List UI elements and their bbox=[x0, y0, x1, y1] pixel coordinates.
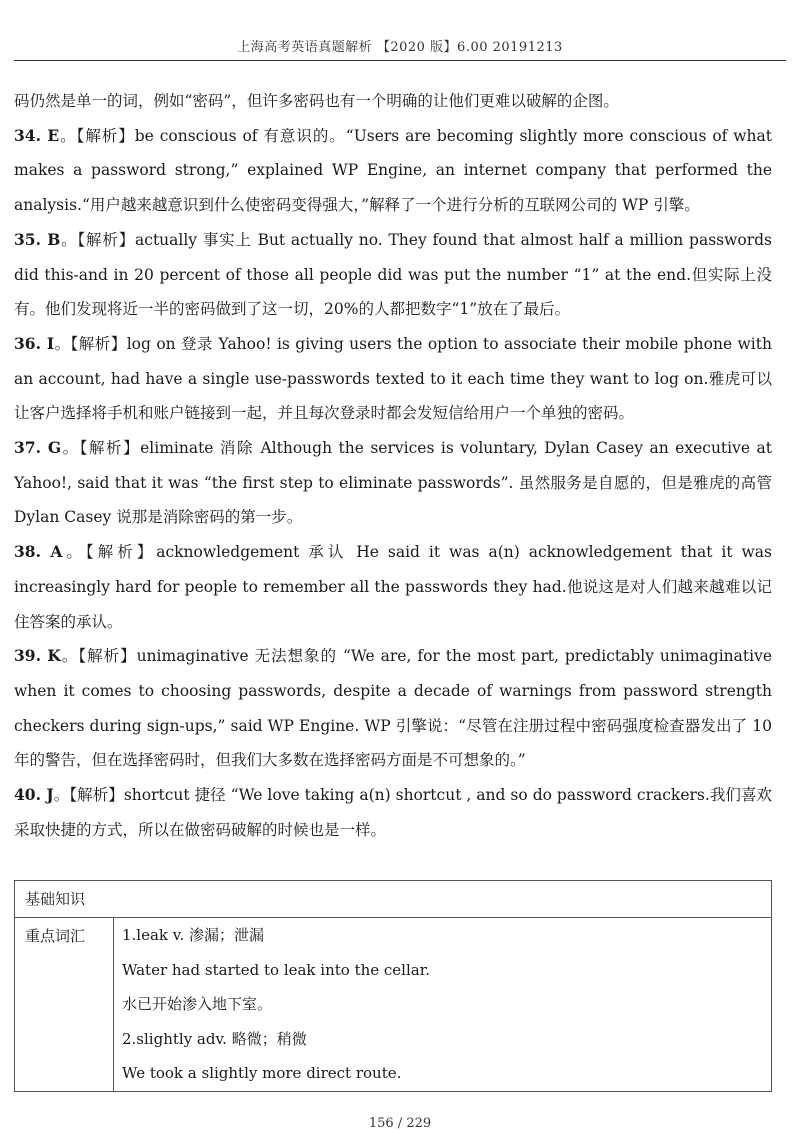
answer-number: 40. J bbox=[14, 785, 54, 805]
answer-number: 36. I bbox=[14, 333, 55, 353]
answer-34 bbox=[14, 119, 772, 223]
page-header bbox=[14, 36, 786, 61]
document-body bbox=[14, 84, 772, 847]
table-row bbox=[15, 918, 771, 1091]
page-footer bbox=[0, 1116, 800, 1131]
answer-number: 39. K bbox=[14, 646, 61, 666]
answer-number: 38. A bbox=[14, 542, 63, 562]
answer-number: 34. E bbox=[14, 125, 60, 145]
answer-number: 37. G bbox=[14, 438, 62, 458]
vocab-line: 1.leak v. 渗漏；泄漏 bbox=[122, 926, 265, 944]
answer-35 bbox=[14, 223, 772, 327]
answer-explanation: 。【解析】eliminate 消除 Although the services is voluntary, Dylan Casey an executive at Yahoo!, said that it was “the first step to eliminate passwords”. 虽然服务是自愿的，但是雅虎的高管 Dylan Casey 说那是消除密码的第一步。 bbox=[14, 439, 772, 527]
page-number: 156 / 229 bbox=[368, 1116, 432, 1131]
paragraph-text: 码仍然是单一的词，例如“密码”，但许多密码也有一个明确的让他们更难以破解的企图。 bbox=[14, 92, 619, 110]
answer-explanation: 。【解析】be conscious of 有意识的。“Users are becoming slightly more conscious of what makes a password strong,” explained WP Engine, an internet company that performed the analysis.“用户越来越意识到什么使密码变得强大，”解释了一个进行分析的互联网公司的 WP 引擎。 bbox=[14, 126, 772, 215]
vocab-line: Water had started to leak into the cellar. bbox=[122, 960, 431, 979]
answer-explanation: 。【解析】acknowledgement 承认 He said it was a(n) acknowledgement that it was increasingly hard for people to remember all the passwords they had.他说这是对人们越来越难以记住答案的承认。 bbox=[14, 543, 772, 631]
answer-number: 35. B bbox=[14, 229, 61, 249]
row-label: 重点词汇 bbox=[15, 918, 114, 1091]
vocab-line: 水已开始渗入地下室。 bbox=[122, 995, 273, 1014]
vocab-line: We took a slightly more direct route. bbox=[122, 1064, 402, 1083]
vocabulary-table bbox=[14, 880, 772, 1092]
vocab-line: 2.slightly adv. 略微；稍微 bbox=[122, 1029, 307, 1048]
answer-40 bbox=[14, 778, 772, 847]
table-heading: 基础知识 bbox=[15, 881, 771, 918]
answer-39 bbox=[14, 639, 772, 778]
answer-37 bbox=[14, 431, 772, 535]
paragraph-continuation bbox=[14, 84, 772, 119]
answer-explanation: 。【解析】log on 登录 Yahoo! is giving users the option to associate their mobile phone with an account, had have a single use-passwords texted to it each time they want to log on.雅虎可以让客户选择将手机和账户链接到一起，并且每次登录时都会发短信给用户一个单独的密码。 bbox=[14, 334, 772, 423]
answer-explanation: 。【解析】unimaginative 无法想象的 “We are, for the most part, predictably unimaginative when it comes to choosing passwords, despite a decade of warnings from password strength checkers during sign-ups,” said WP Engine. WP 引擎说：“尽管在注册过程中密码强度检查器发出了 10 年的警告，但在选择密码时，但我们大多数在选择密码方面是不可想象的。” bbox=[14, 647, 772, 770]
answer-explanation: 。【解析】shortcut 捷径 “We love taking a(n) shortcut , and so do password crackers.我们喜欢采取快捷的方式，所以在做密码破解的时候也是一样。 bbox=[14, 786, 772, 839]
answer-explanation: 。【解析】actually 事实上 But actually no. They found that almost half a million passwords did this-and in 20 percent of those all people did was put the number “1” at the end.但实际上没有。他们发现将近一半的密码做到了这一切，20%的人都把数字“1”放在了最后。 bbox=[14, 230, 772, 319]
header-title: 上海高考英语真题解析 【2020 版】6.00 20191213 bbox=[237, 40, 563, 55]
row-content bbox=[114, 918, 771, 1091]
answer-36 bbox=[14, 327, 772, 431]
answer-38 bbox=[14, 535, 772, 639]
